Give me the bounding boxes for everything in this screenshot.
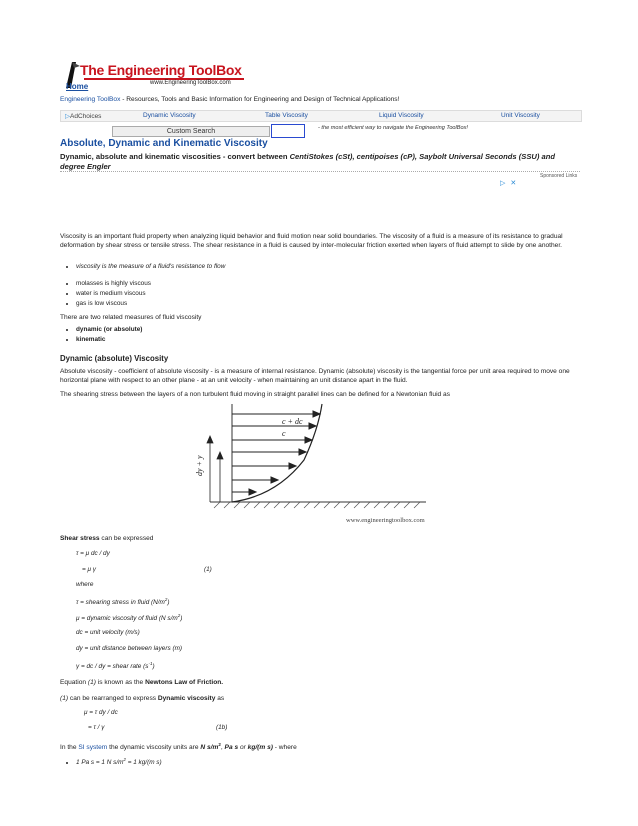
close-icon[interactable]: ✕ (510, 180, 517, 187)
height-dimension (207, 436, 223, 502)
measures-list (68, 325, 142, 345)
equation-2b: = τ / γ (88, 724, 105, 731)
dynamic-viscosity-heading: Dynamic (absolute) Viscosity (60, 354, 169, 363)
ad-link-unit-viscosity[interactable]: Unit Viscosity (501, 112, 540, 119)
si-system-link[interactable]: SI system (78, 744, 108, 752)
var-unit-distance: dy = unit distance between layers (m) (76, 645, 183, 652)
divider (60, 171, 580, 172)
page-subtitle (60, 152, 580, 172)
search-button[interactable] (271, 124, 305, 138)
list-item: • 1 Pa s = 1 N $s/m^2 = 1$ kg/(m s) (76, 755, 162, 768)
var-unit-velocity: dc = unit velocity (m/s) (76, 629, 140, 636)
equation-1: τ = μ dc / dy (76, 550, 110, 557)
home-link[interactable]: Home (66, 82, 89, 91)
si-units-text: In the SI system the dynamic viscosity units are N $s/m^2$, Pa s or kg/(m s) - where (60, 742, 297, 752)
shear-stress-term: Shear stress (60, 535, 100, 542)
unit-equivalence-list (68, 755, 162, 768)
tagline (60, 96, 399, 103)
label-c-plus-dc: c + dc (282, 417, 303, 426)
var-shear-stress: τ = shearing stress in fluid $(N/m^2)$ (76, 597, 170, 607)
label-c: c (282, 429, 286, 438)
list-item: • gas is low viscous (76, 299, 151, 309)
figure-watermark: www.engineeringtoolbox.com (346, 517, 425, 524)
page-title: Absolute, Dynamic and Kinematic Viscosity (60, 138, 268, 149)
newtons-law-text: Equation (1) is known as the Newtons Law of Friction. (60, 679, 224, 686)
ground-hatch (214, 502, 420, 508)
logo-title[interactable]: The Engineering ToolBox (80, 62, 242, 78)
velocity-profile (232, 404, 322, 502)
search-note: - the most efficient way to navigate the Engineering ToolBox! (318, 125, 468, 131)
shear-stress-intro: The shearing stress between the layers of a non turbulent fluid moving in straight parallel lines can be defined for a Newtonian fluid as (60, 391, 450, 398)
where-label: where (76, 581, 94, 588)
custom-search-input[interactable]: Custom Search (112, 126, 270, 137)
ad-links-bar (60, 110, 582, 122)
two-measures-text: There are two related measures of fluid viscosity (60, 314, 202, 321)
ad-controls (500, 179, 516, 187)
definition-list (68, 262, 225, 272)
examples-list (68, 279, 151, 309)
list-item: • water is medium viscous (76, 289, 151, 299)
equation-1-number: (1) (204, 566, 212, 573)
ad-link-dynamic-viscosity[interactable]: Dynamic Viscosity (143, 112, 196, 119)
ad-link-liquid-viscosity[interactable]: Liquid Viscosity (379, 112, 424, 119)
logo-url: www.EngineeringToolBox.com (150, 80, 231, 86)
equation-1b: = μ γ (82, 566, 96, 573)
subtitle-units: CentiStokes (cSt), centipoises (cP), Saybolt Universal Seconds (SSU) and degree Engler (60, 152, 556, 171)
var-shear-rate: γ = dc / dy = shear rate $(s^{-1})$ (76, 661, 155, 671)
shear-stress-expression (60, 534, 580, 543)
rearranged-text: (1) can be rearranged to express Dynamic viscosity as (60, 695, 225, 702)
tagline-text: - Resources, Tools and Basic Information for Engineering and Design of Technical Applications! (120, 96, 400, 103)
shear-stress-text: can be expressed (99, 535, 154, 542)
list-item: • kinematic (76, 335, 142, 345)
list-item: • viscosity is the measure of a fluid's resistance to flow (76, 262, 225, 272)
var-dynamic-viscosity: μ = dynamic viscosity of fluid (N $s/m^2$) (76, 613, 183, 623)
label-dy-plus-y: dy + y (195, 455, 204, 476)
equation-2: μ = τ dy / dc (84, 709, 118, 716)
toolbox-link[interactable]: Engineering ToolBox (60, 96, 121, 103)
adchoices-icon: ▷ (65, 113, 70, 120)
list-item: • dynamic (or absolute) (76, 325, 142, 335)
adchoices-icon[interactable]: ▷ (500, 180, 506, 187)
equation-2-number: (1b) (216, 724, 228, 731)
intro-paragraph: Viscosity is an important fluid property when analyzing liquid behavior and fluid motion near solid boundaries. The viscosity of a fluid is a measure of its resistance to gradual deformation by shear stress or tensile stress. The shear resistance in a fluid is caused by inter-molecular friction exerted when layers of fluid attempt to slide by one another. (60, 233, 563, 249)
list-item: • molasses is highly viscous (76, 279, 151, 289)
adchoices-link[interactable]: ▷AdChoices (65, 113, 102, 120)
dynamic-viscosity-text: Absolute viscosity - coefficient of absolute viscosity - is a measure of internal resistance. Dynamic (absolute) viscosity is the tangential force per unit area required to move one horizontal plane with respect to an other plane - at an unit velocity - when maintaining an unit distance apart in the fluid. (60, 368, 570, 384)
subtitle-lead: Dynamic, absolute and kinematic viscosities - convert between (60, 152, 290, 161)
ad-link-table-viscosity[interactable]: Table Viscosity (265, 112, 308, 119)
sponsored-links-label: Sponsored Links (540, 173, 578, 179)
shear-diagram (196, 400, 446, 526)
